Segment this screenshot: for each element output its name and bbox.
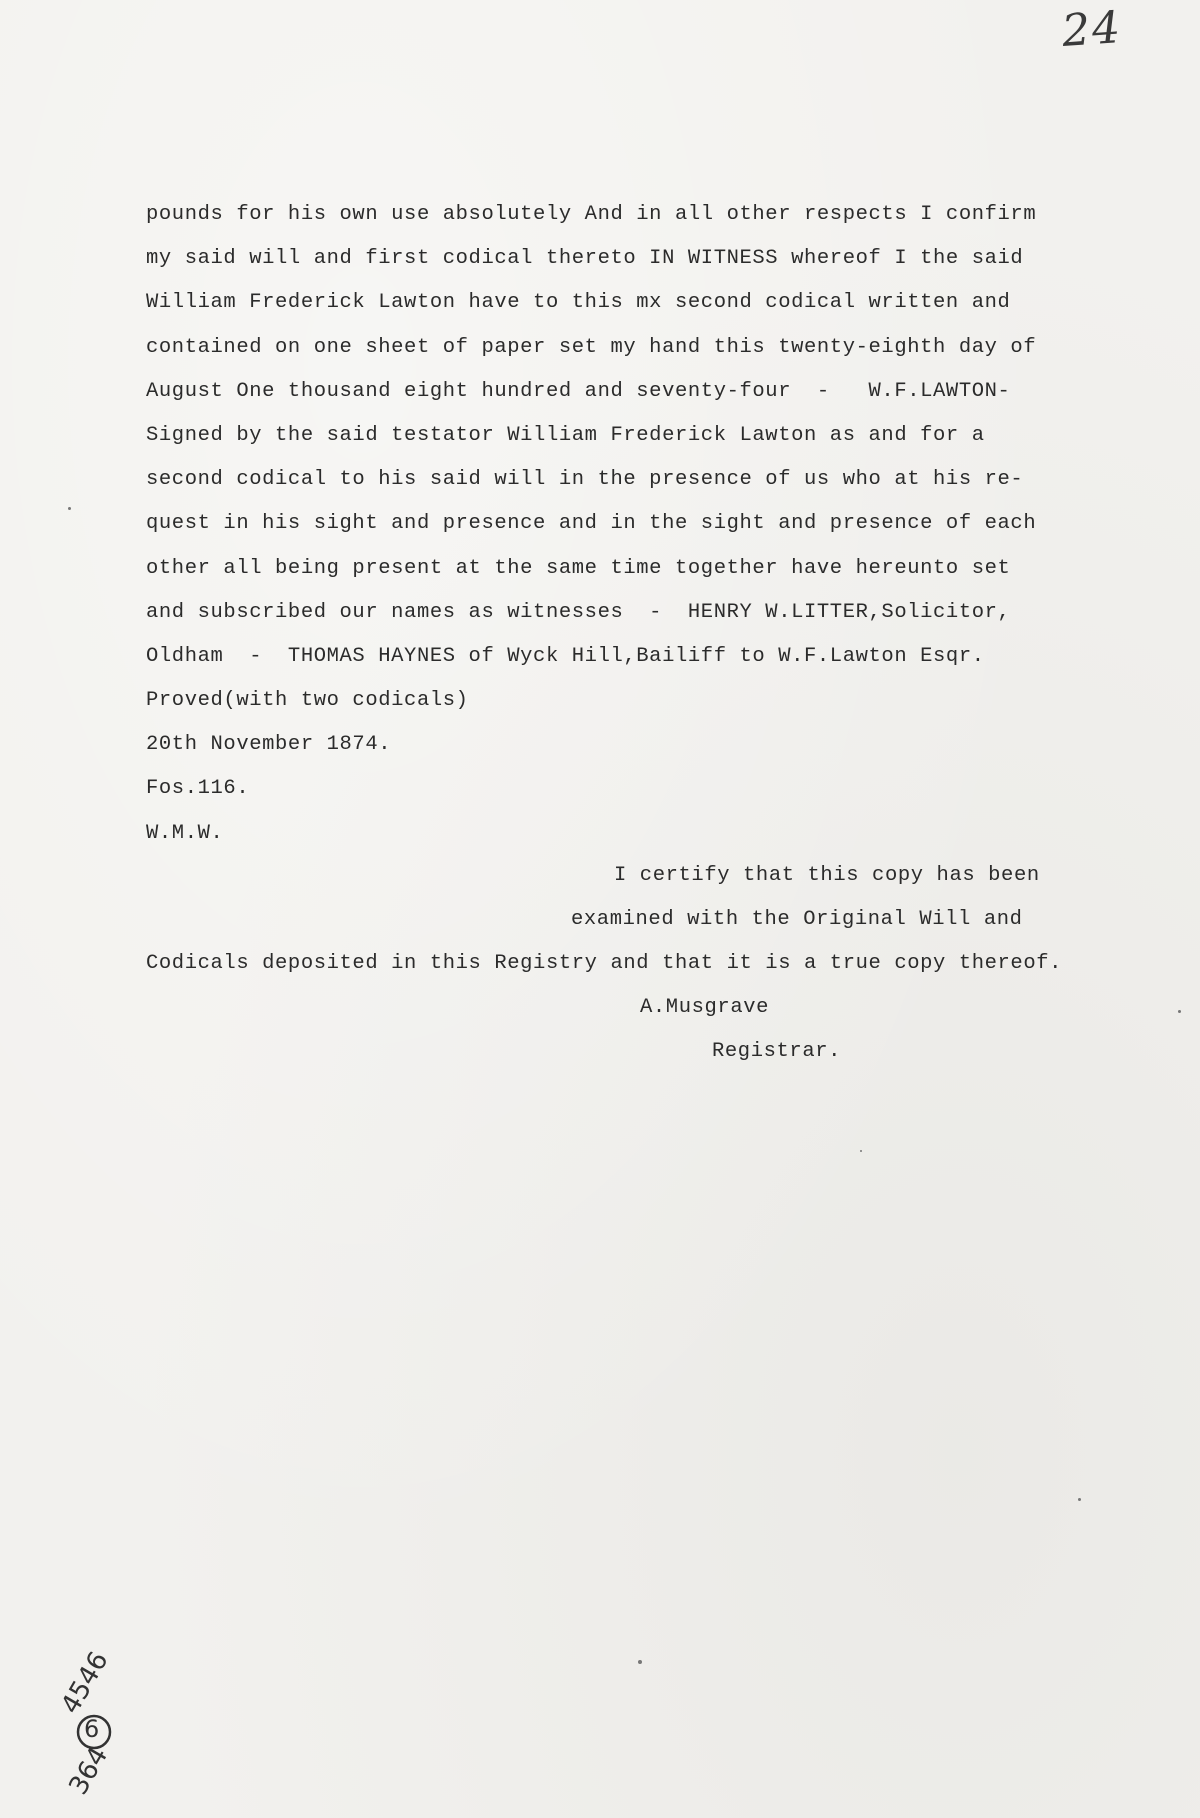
body-line: contained on one sheet of paper set my hand this twenty-eighth day of [146, 335, 1037, 359]
page-number: 24 [1060, 1, 1124, 58]
body-line: quest in his sight and presence and in the sight and presence of each [146, 512, 1037, 536]
folio-count: Fos.116. [146, 777, 250, 801]
body-line: William Frederick Lawton have to this mx second codical written and [146, 291, 1011, 315]
body-line: other all being present at the same time together have hereunto set [146, 556, 1011, 580]
clerk-initials: W.M.W. [146, 821, 224, 845]
body-line: and subscribed our names as witnesses - HENRY W.LITTER,Solicitor, [146, 600, 1011, 624]
proved-line: Proved(with two codicals) [146, 689, 469, 713]
body-line: Oldham - THOMAS HAYNES of Wyck Hill,Bailiff to W.F.Lawton Esqr. [146, 644, 985, 668]
stamp-number-bottom: 364 [63, 1742, 115, 1800]
certificate-line-3: Codicals deposited in this Registry and that it is a true copy thereof. [146, 952, 1063, 975]
certificate-line-1: I certify that this copy has been [614, 864, 1040, 887]
body-line: second codical to his said will in the presence of us who at his re- [146, 468, 1024, 492]
body-line: August One thousand eight hundred and seventy-four - W.F.LAWTON- [146, 379, 1011, 403]
registrar-title: Registrar. [712, 1040, 842, 1063]
paper-speck [1078, 1498, 1081, 1501]
stamp-number-top: 4546 [55, 1646, 115, 1720]
body-line: pounds for his own use absolutely And in all other respects I confirm [146, 203, 1037, 226]
paper-speck [1178, 1010, 1181, 1013]
stamp-circled-number: 6 [84, 1715, 100, 1743]
body-line: my said will and first codical thereto IN WITNESS whereof I the said [146, 247, 1024, 271]
body-line: Signed by the said testator William Frederick Lawton as and for a [146, 423, 985, 447]
paper-speck [68, 507, 71, 510]
paper-speck [638, 1660, 642, 1664]
certificate-line-2: examined with the Original Will and [571, 908, 1023, 931]
proved-date: 20th November 1874. [146, 733, 392, 757]
archive-stamp [52, 1646, 142, 1810]
registrar-signature: A.Musgrave [640, 996, 770, 1019]
paper-speck [860, 1150, 862, 1152]
will-text-body [146, 193, 1156, 856]
